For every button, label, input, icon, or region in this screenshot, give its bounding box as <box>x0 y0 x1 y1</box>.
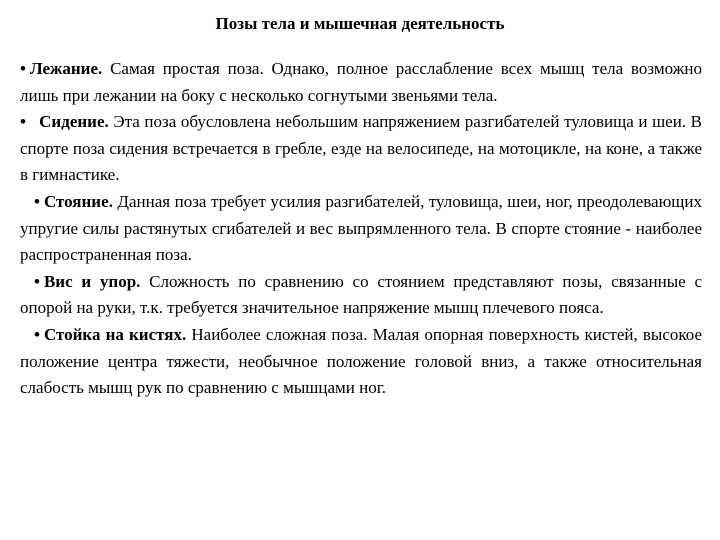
bullet-marker: • <box>34 191 40 211</box>
bullet-item-handstand <box>20 322 702 402</box>
bullet-list <box>20 56 702 402</box>
bullet-text: Эта поза обусловлена небольшим напряжением разгибателей туловища и шеи. В спорте поза сидения встречается в гребле, езде на велосипеде, на мотоцикле, на коне, а также в гимнастике. <box>20 112 703 185</box>
bullet-item-lying <box>20 56 702 109</box>
bullet-term: Вис и упор. <box>43 271 141 291</box>
bullet-marker: • <box>34 271 40 291</box>
bullet-marker: • <box>20 59 26 78</box>
bullet-term: Лежание. <box>29 59 103 78</box>
bullet-item-hang-support <box>20 269 702 322</box>
bullet-text: Данная поза требует усилия разгибателей, туловища, шеи, ног, преодолевающих упругие силы растянутых сгибателей и вес выпрямленного тела. В спорте стояние - наиболее распространенная поза. <box>20 191 702 265</box>
bullet-term: Стояние. <box>43 191 113 211</box>
bullet-term: Стойка на кистях. <box>43 324 187 344</box>
bullet-text: Сложность по сравнению со стоянием представляют позы, связанные с опорой на руки, т.к. требуется значительное напряжение мышц плечевого пояса. <box>20 271 702 318</box>
bullet-text: Самая простая поза. Однако, полное расслабление всех мышц тела возможно лишь при лежании на боку с несколько согнутыми звеньями тела. <box>20 59 702 105</box>
bullet-item-standing <box>20 189 702 269</box>
bullet-marker: • <box>34 324 40 344</box>
bullet-item-sitting <box>20 109 702 189</box>
bullet-term: Сидение. <box>39 112 109 132</box>
slide-title: Позы тела и мышечная деятельность <box>215 14 505 33</box>
bullet-marker: • <box>20 112 26 132</box>
bullet-text: Наиболее сложная поза. Малая опорная поверхность кистей, высокое положение центра тяжести, необычное положение головой вниз, а также относительная слабость мышц рук по сравнению с мышцами ног. <box>20 324 703 398</box>
